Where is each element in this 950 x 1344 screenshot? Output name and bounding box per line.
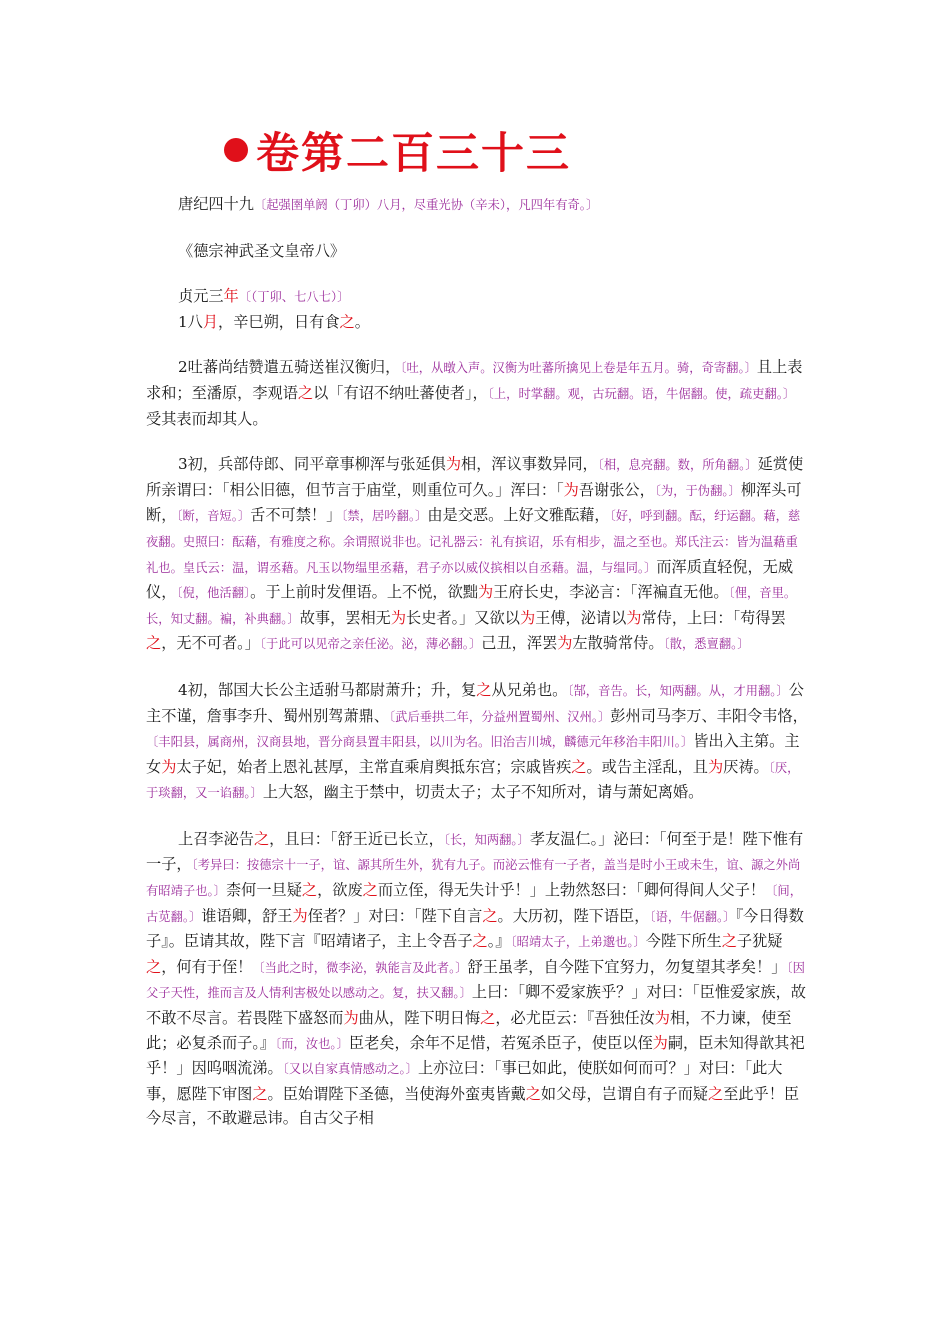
paragraph-8 [146, 827, 810, 1131]
annotation-note: 〔又以自家真情感动之。〕 [282, 1062, 418, 1077]
text-run: ，辛巳朔，日有食 [218, 312, 340, 331]
annotation-note: 〔长，知两翻。〕 [443, 832, 530, 847]
annotation-note: 〔考异曰：按德宗十一子，谊、謜其所生外，犹有九子。而泌云惟有一子者，盖当是时小王或未生，谊、謜之外尚有昭靖子也。〕 [146, 858, 801, 899]
annotation-note: 〔为，于伪翻。〕 [654, 483, 741, 498]
text-run: 。 [354, 312, 370, 331]
text-run: 且上表求和；至潘原，李观语 [146, 358, 803, 402]
annotation-note: 〔因父子天性，推而言及人情利害极处以感动之。复，扶又翻。〕 [146, 960, 805, 1001]
paragraph-3 [146, 284, 810, 310]
highlighted-character: 之 [721, 932, 737, 951]
highlighted-character: 为 [292, 906, 308, 925]
highlighted-character: 为 [563, 480, 579, 499]
annotation-note: 〔武后垂拱二年，分益州置蜀州、汉州。〕 [389, 709, 611, 724]
annotation-note: 〔散，悉亶翻。〕 [663, 637, 750, 652]
text-run: 上大怒，幽主于禁中，切责太子；太子不知所对，请与萧妃离婚。 [262, 783, 704, 802]
highlighted-character: 之 [297, 383, 314, 402]
text-run: 柰何一旦疑 [225, 881, 302, 900]
annotation-note: 〔厌，于琰翻，又一谄翻。〕 [146, 760, 800, 801]
bullet-icon [224, 138, 248, 162]
text-run: 柳浑头可断， [146, 480, 802, 525]
text-run: 今陛下所生 [645, 932, 722, 951]
paragraph-7 [146, 678, 810, 806]
highlighted-character: 为 [161, 757, 177, 776]
highlighted-character: 之 [253, 829, 270, 848]
text-run: 吾谢张公， [578, 480, 655, 499]
highlighted-character: 之 [252, 1084, 268, 1103]
annotation-note: 〔郜，音告。长，知两翻。从，才用翻。〕 [567, 683, 789, 698]
highlighted-character: 之 [362, 881, 378, 900]
highlighted-character: 为 [626, 608, 642, 627]
highlighted-character: 为 [654, 1009, 670, 1028]
highlighted-character: 年 [223, 287, 239, 306]
text-run: 曲从，陛下明日悔 [358, 1009, 481, 1028]
text-run: 臣老矣，余年不足惜，若冤杀臣子，使臣以侄 [348, 1033, 653, 1052]
highlighted-character: 为 [557, 634, 573, 653]
text-run: 长史者。」又欲以 [406, 608, 520, 627]
text-run: ，且曰：「舒王近已长立， [269, 829, 444, 848]
annotation-note: 〔起强圉单阏（丁卯）八月，尽重光协（辛未），凡四年有奇。〕 [253, 198, 599, 212]
highlighted-character: 之 [472, 932, 488, 951]
text-run: ，何有于侄！ [161, 957, 253, 976]
text-run: 至此乎！臣今尽言，不敢避忌讳。自古父子相 [146, 1084, 800, 1128]
text-run: 王傅，泌请以 [535, 608, 627, 627]
text-run: 贞元三 [178, 287, 224, 306]
annotation-note: 〔俚，音里。长，知丈翻。褊，补典翻。〕 [146, 586, 797, 626]
text-run: 上召李泌告 [178, 829, 254, 848]
text-run: 。臣始谓陛下圣德，当使海外蛮夷皆戴 [267, 1084, 526, 1103]
highlighted-character: 之 [480, 1009, 496, 1028]
text-run: 4初，郜国大长公主适驸马都尉萧升；升，复 [178, 680, 477, 699]
highlighted-character: 为 [519, 608, 536, 627]
paragraph-4 [146, 310, 810, 335]
text-run: 己丑，浑罢 [481, 634, 558, 653]
chapter-title [224, 120, 571, 180]
annotation-note: 〔相，息亮翻。数，所角翻。〕 [597, 458, 758, 473]
highlighted-character: 月 [202, 312, 219, 331]
annotation-note: 〔语，牛倨翻。〕 [649, 909, 736, 924]
text-body [146, 192, 810, 1131]
text-run: 由是交恶。上好文雅酝藉， [427, 506, 610, 525]
annotation-note: 〔（丁卯、七八七）〕 [238, 290, 350, 305]
highlighted-character: 为 [445, 455, 462, 474]
text-run: 公主不谨，詹事李升、蜀州别驾萧鼎、 [146, 680, 804, 725]
paragraph-2 [146, 239, 810, 264]
text-run: 从兄弟也。 [491, 680, 568, 699]
annotation-note: 〔当此之时，微李泌，孰能言及此者。〕 [252, 960, 468, 975]
text-run: 左散骑常侍。 [572, 634, 664, 653]
highlighted-character: 为 [343, 1009, 359, 1028]
highlighted-character: 之 [476, 680, 492, 699]
annotation-note: 〔昭靖太子，上弟邈也。〕 [510, 935, 646, 950]
annotation-note: 〔间，古苋翻。〕 [146, 884, 802, 924]
annotation-note: 〔倪，他活翻〕 [176, 586, 251, 601]
annotation-note: 〔丰阳县，属商州，汉商县地，晋分商县置丰阳县，以川为名。旧治吉川城，麟德元年移治丰阳川。〕 [146, 735, 694, 750]
highlighted-character: 为 [707, 757, 724, 776]
annotation-note: 〔断，音短。〕 [176, 509, 251, 524]
text-run: 2吐蕃尚结赞遣五骑送崔汉衡归， [178, 358, 401, 377]
highlighted-character: 之 [301, 881, 318, 900]
text-run: 上曰：「卿不爱家族乎？」对曰：「臣惟爱家族，故不敢不尽言。若畏陛下盛怒而 [146, 983, 806, 1028]
highlighted-character: 为 [477, 583, 494, 602]
text-run: 延赏使所亲谓曰：「相公旧德，但节言于庙堂，则重位可久。」浑曰：「 [146, 455, 804, 499]
paragraph-5 [146, 355, 810, 431]
paragraph-1 [146, 192, 810, 218]
text-run: 侄者？」对曰：「陛下自言 [307, 906, 483, 925]
text-run: 子犹疑 [736, 932, 783, 951]
text-run: 。大历初，陛下语臣， [497, 906, 650, 925]
text-run: 上亦泣曰：「事已如此，使朕如何而可？」对曰：「此大事，愿陛下审图 [146, 1059, 783, 1103]
text-run: 受其表而却其人。 [146, 409, 268, 428]
text-run: 彭州司马李万、丰阳令韦恪， [610, 706, 808, 725]
text-run: 孝友温仁。」泌曰：「何至于是！陛下惟有一子， [146, 829, 804, 874]
text-run: 舌不可禁！」 [250, 506, 342, 525]
text-run: 。或告主淫乱，且 [586, 757, 708, 776]
highlighted-character: 之 [339, 312, 355, 331]
highlighted-character: 之 [525, 1084, 541, 1103]
text-run: ，无不可者。」 [161, 634, 260, 653]
text-run: 相，不力谏，使至此；必复杀而子。』 [146, 1009, 792, 1052]
text-run: 而立侄，得无失计乎！」上勃然怒曰：「卿何得间人父子！ [377, 881, 766, 900]
annotation-note: 〔吐，从暾入声。汉衡为吐蕃所擒见上卷是年五月。骑，奇寄翻。〕 [400, 361, 757, 376]
text-run: 谁语卿，舒王 [201, 906, 293, 925]
annotation-note: 〔于此可以见帝之亲任泌。泌，薄必翻。〕 [259, 637, 482, 652]
text-run: 舒王虽孝，自今陛下宜努力，勿复望其孝矣！」 [467, 957, 787, 976]
text-run: 王府长史，李泌言：「浑褊直无他。 [493, 583, 729, 602]
text-run: 『今日得数子』。臣请其故，陛下言『昭靖诸子，主上令吾子 [146, 906, 804, 951]
highlighted-character: 之 [571, 757, 587, 776]
text-run: 如父母，岂谓自有子而疑 [540, 1084, 708, 1103]
text-run: 以「有诏不纳吐蕃使者」， [313, 383, 488, 402]
highlighted-character: 之 [146, 957, 162, 976]
text-run: 故事，罢相无 [299, 608, 391, 627]
text-run: 常侍，上曰：「苟得罢 [641, 608, 786, 627]
highlighted-character: 之 [707, 1084, 724, 1103]
text-run: ，欲废 [317, 881, 363, 900]
paragraph-6 [146, 452, 810, 657]
chapter-title-text: 卷第二百三十三 [256, 128, 571, 179]
text-run: 嗣，臣未知得歆其祀乎！」因呜咽流涕。 [146, 1033, 805, 1078]
annotation-note: 〔禁，居吟翻。〕 [341, 509, 428, 524]
highlighted-character: 为 [390, 608, 407, 627]
annotation-note: 〔而，汝也。〕 [275, 1036, 349, 1051]
text-run: 相，浑议事数异同， [461, 455, 598, 474]
highlighted-character: 为 [652, 1033, 668, 1052]
text-run: 《德宗神武圣文皇帝八》 [178, 241, 346, 260]
text-run: 1八 [178, 312, 203, 331]
highlighted-character: 之 [482, 906, 498, 925]
text-run: 而浑质直轻倪，无威仪， [146, 557, 794, 602]
annotation-note: 〔上，时掌翻。观，古玩翻。语，牛倨翻。使，疏吏翻。〕 [487, 386, 796, 401]
annotation-note: 〔好，呼到翻。酝，纡运翻。藉，慈夜翻。史照曰：酝藉，有雅度之称。余谓照说非也。记礼器云：礼有摈诏，乐有相步，温之至也。郑氏注云：皆为温藉重礼也。皇氏云：温，谓丞藉。凡玉以物缊里丞藉，君子亦以威仪摈相以自丞藉。温，与缊同。〕 [146, 509, 801, 575]
text-run: 3初，兵部侍郎、同平章事柳浑与张延俱 [178, 455, 446, 474]
text-run: ，必尤臣云：『吾独任汝 [495, 1009, 655, 1028]
text-run: 皆出入主第。主女 [146, 732, 800, 776]
text-run: 厌祷。 [723, 757, 769, 776]
text-run: 。』 [487, 932, 511, 951]
text-run: 唐纪四十九 [178, 195, 254, 213]
text-run: 。于上前时发俚语。上不悦，欲黜 [250, 583, 478, 602]
text-run: 太子妃，始者上恩礼甚厚，主常直乘肩舆抵东宫；宗戚皆疾 [176, 757, 572, 776]
highlighted-character: 之 [146, 634, 162, 653]
